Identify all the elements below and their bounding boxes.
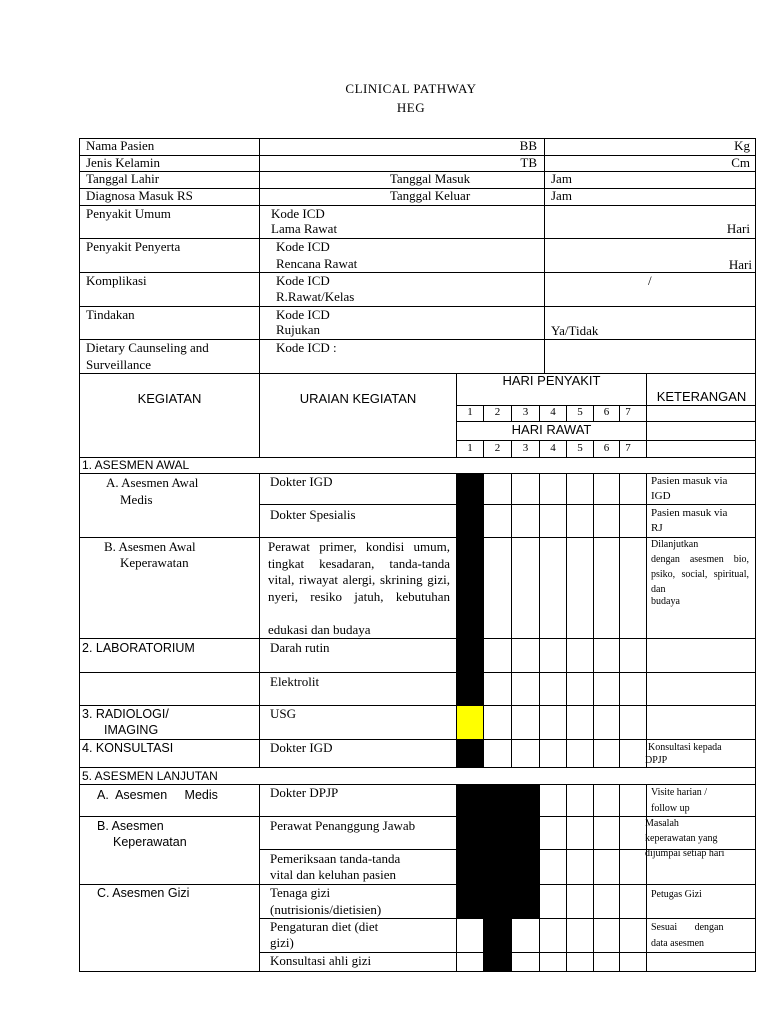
uraian-pemeriksaan-1: Pemeriksaan tanda-tanda xyxy=(270,851,401,866)
label-hari-1: Hari xyxy=(726,221,750,236)
label-tb: TB xyxy=(520,155,537,170)
day-number: 5 xyxy=(577,406,583,418)
section-title: 2. LABORATORIUM xyxy=(82,641,195,655)
label-kode-icd-2: Kode ICD xyxy=(276,239,330,254)
label-lama-rawat: Lama Rawat xyxy=(271,221,338,236)
label-hari-2: Hari xyxy=(728,257,752,272)
day-number: 5 xyxy=(577,442,583,454)
section-title: 5. ASESMEN LANJUTAN xyxy=(82,769,218,783)
label-jam-keluar: Jam xyxy=(551,188,572,203)
fill-asesmen-awal-day1 xyxy=(457,474,483,638)
ket-dilanjutkan: Dilanjutkan xyxy=(651,539,699,550)
day-number: 4 xyxy=(550,406,556,418)
uraian-usg: USG xyxy=(270,706,297,721)
fill-laboratorium-day1 xyxy=(457,639,483,705)
ket-petugas-gizi: Petugas Gizi xyxy=(651,889,702,900)
uraian-darah-rutin: Darah rutin xyxy=(270,640,330,655)
day-number: 2 xyxy=(494,442,501,454)
uraian-pengaturan-diet-2: gizi) xyxy=(270,935,294,950)
header-uraian: URAIAN KEGIATAN xyxy=(299,391,417,406)
label-komplikasi: Komplikasi xyxy=(86,273,147,288)
fill-konsultasi-day1 xyxy=(457,740,483,767)
section-title: 1. ASESMEN AWAL xyxy=(82,458,190,472)
label-kode-icd-1: Kode ICD xyxy=(271,206,325,221)
uraian-elektrolit: Elektrolit xyxy=(270,674,320,689)
ket-sesuai-2: data asesmen xyxy=(651,938,705,949)
document-title: CLINICAL PATHWAY xyxy=(345,81,477,96)
header-hari-rawat: HARI RAWAT xyxy=(511,422,592,437)
label-penyakit-penyerta: Penyakit Penyerta xyxy=(86,239,181,254)
day-number: 7 xyxy=(625,406,631,418)
ket-visite-1: Visite harian / xyxy=(651,787,708,798)
ket-dilanjutkan-last: budaya xyxy=(651,596,680,607)
label-asesmen-awal-keperawatan-1: B. Asesmen Awal xyxy=(104,539,196,554)
ket-visite-2: follow up xyxy=(651,803,690,814)
day-number: 3 xyxy=(522,406,529,418)
header-keterangan: KETERANGAN xyxy=(656,389,747,404)
label-jenis-kelamin: Jenis Kelamin xyxy=(86,155,161,170)
label-asesmen-awal-medis-2: Medis xyxy=(120,492,153,507)
section-title: 4. KONSULTASI xyxy=(82,741,174,755)
label-tindakan: Tindakan xyxy=(86,307,135,322)
label-dietary-2: Surveillance xyxy=(86,357,151,372)
ket-konsultasi-2: DPJP xyxy=(645,755,668,766)
fill-diet-day2 xyxy=(484,919,511,971)
label-jam-masuk: Jam xyxy=(551,171,572,186)
label-cm: Cm xyxy=(731,155,750,170)
label-dietary-1: Dietary Caunseling and xyxy=(86,340,209,355)
uraian-dokter-spesialis: Dokter Spesialis xyxy=(270,507,356,522)
section-title-1: 3. RADIOLOGI/ xyxy=(82,707,169,721)
label-penyakit-umum: Penyakit Umum xyxy=(86,206,171,221)
fill-dokter-dpjp-days xyxy=(457,785,539,816)
day-number: 7 xyxy=(625,442,631,454)
label-kg: Kg xyxy=(734,138,750,153)
uraian-tenaga-gizi-1: Tenaga gizi xyxy=(270,885,331,900)
fill-keperawatan-gizi-days xyxy=(457,817,539,918)
label-kode-icd-5: Kode ICD : xyxy=(276,340,337,355)
label-kode-icd-4: Kode ICD xyxy=(276,307,330,322)
label-ya-tidak: Ya/Tidak xyxy=(551,323,599,338)
ket-sesuai-1: Sesuai dengan xyxy=(651,922,724,933)
section-title-2: IMAGING xyxy=(104,723,159,737)
label-kode-icd-3: Kode ICD xyxy=(276,273,330,288)
uraian-pemeriksaan-2: vital dan keluhan pasien xyxy=(270,867,396,882)
uraian-dokter-dpjp: Dokter DPJP xyxy=(270,785,339,800)
uraian-konsultasi-gizi: Konsultasi ahli gizi xyxy=(270,953,372,968)
label-asesmen-keperawatan-2: Keperawatan xyxy=(113,835,187,849)
label-bb: BB xyxy=(519,138,537,153)
uraian-dokter-igd-konsul: Dokter IGD xyxy=(270,740,333,755)
label-asesmen-awal-medis-1: A. Asesmen Awal xyxy=(106,475,199,490)
day-number: 1 xyxy=(467,442,473,454)
label-asesmen-keperawatan-1: B. Asesmen xyxy=(97,819,164,833)
day-number: 6 xyxy=(603,442,610,454)
header-hari-penyakit: HARI PENYAKIT xyxy=(502,373,601,388)
document-subtitle: HEG xyxy=(396,100,426,115)
ket-masalah-3: dijumpai setiap hari xyxy=(645,848,725,859)
uraian-perawat-last: edukasi dan budaya xyxy=(268,622,371,637)
label-rencana-rawat: Rencana Rawat xyxy=(276,256,358,271)
uraian-perawat-primer: Perawat primer, kondisi umum, tingkat kesadaran, tanda-tanda vital, riwayat alergi, skrining gizi, nyeri, resiko jatuh, kebutuhan xyxy=(268,539,450,604)
label-asesmen-gizi: C. Asesmen Gizi xyxy=(97,886,190,900)
ket-konsultasi-1: Konsultasi kepada xyxy=(648,742,722,753)
uraian-pengaturan-diet-1: Pengaturan diet (diet xyxy=(270,919,379,934)
day-number: 2 xyxy=(494,406,501,418)
label-asesmen-awal-keperawatan-2: Keperawatan xyxy=(120,555,189,570)
ket-masalah-2: keperawatan yang xyxy=(645,833,718,844)
ket-masuk-rj-2: RJ xyxy=(651,522,663,534)
ket-masuk-igd-1: Pasien masuk via xyxy=(651,475,728,487)
ket-masuk-igd-2: IGD xyxy=(651,490,671,502)
label-tanggal-keluar: Tanggal Keluar xyxy=(389,188,471,203)
label-rujukan: Rujukan xyxy=(276,322,321,337)
day-number: 3 xyxy=(522,442,529,454)
ket-masalah-1: Masalah xyxy=(645,818,679,829)
label-slash: / xyxy=(648,273,652,288)
uraian-perawat-pj: Perawat Penanggung Jawab xyxy=(270,818,416,833)
ket-masuk-rj-1: Pasien masuk via xyxy=(651,507,728,519)
ket-dilanjutkan-text: dengan asesmen bio, psiko, social, spiritual, dan xyxy=(651,554,749,595)
uraian-tenaga-gizi-2: (nutrisionis/dietisien) xyxy=(270,902,382,917)
fill-usg-day1-highlight xyxy=(457,706,483,739)
label-asesmen-medis: A. Asesmen Medis xyxy=(97,788,218,802)
label-diagnosa-masuk: Diagnosa Masuk RS xyxy=(86,188,193,203)
label-nama-pasien: Nama Pasien xyxy=(86,138,155,153)
label-tanggal-lahir: Tanggal Lahir xyxy=(86,171,160,186)
day-number: 1 xyxy=(467,406,473,418)
label-r-rawat-kelas: R.Rawat/Kelas xyxy=(276,289,355,304)
day-number: 6 xyxy=(603,406,610,418)
uraian-dokter-igd: Dokter IGD xyxy=(270,474,333,489)
label-tanggal-masuk: Tanggal Masuk xyxy=(389,171,471,186)
header-kegiatan: KEGIATAN xyxy=(137,391,202,406)
day-number: 4 xyxy=(550,442,556,454)
